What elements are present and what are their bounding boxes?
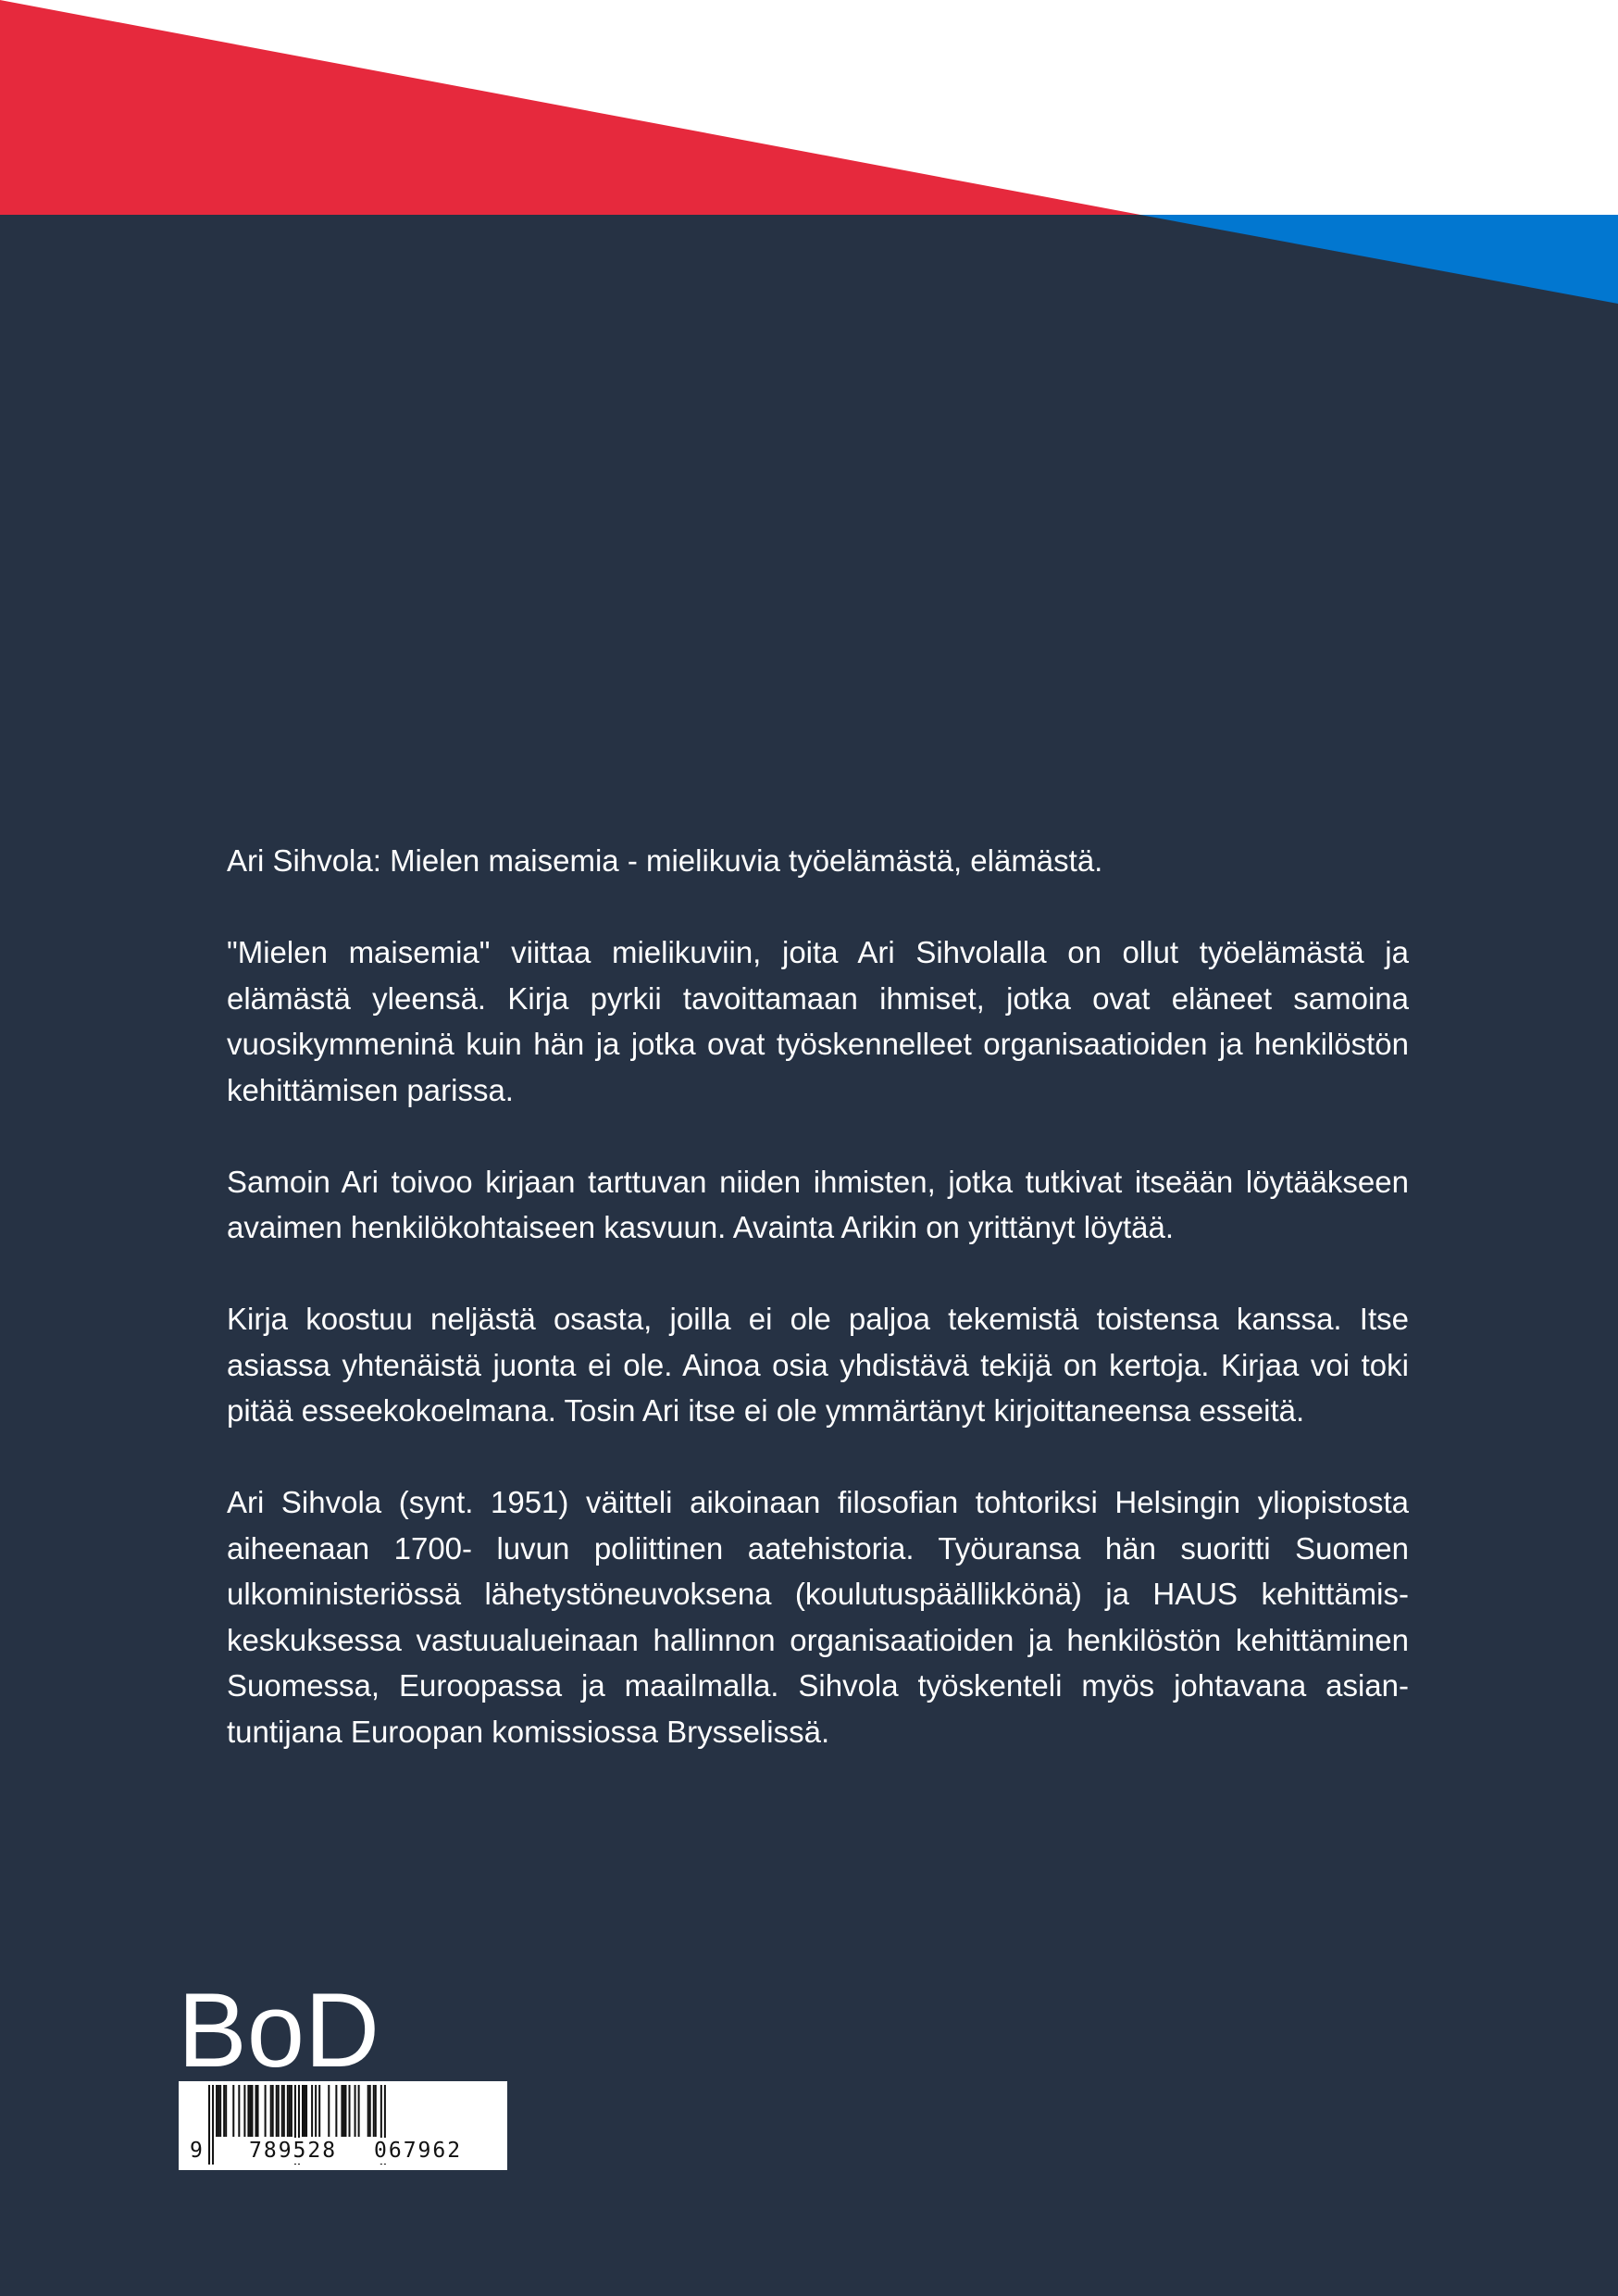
barcode-bar [272, 2085, 274, 2137]
barcode-bar [278, 2085, 280, 2137]
barcode-bar [270, 2085, 272, 2137]
barcode-bar [367, 2085, 369, 2137]
barcode-bar [283, 2085, 285, 2137]
barcode-bar [232, 2085, 234, 2137]
barcode-bar [349, 2085, 351, 2137]
isbn-first-digit: 9 [190, 2139, 203, 2163]
barcode-bar [249, 2085, 251, 2137]
barcode-bar [276, 2085, 278, 2137]
barcode-bar [375, 2085, 377, 2137]
barcode-bar [243, 2085, 245, 2137]
barcode-bar [251, 2085, 253, 2137]
bod-logo-text: BoD [178, 1981, 380, 2074]
barcode-bar [216, 2085, 218, 2137]
barcode-bar [219, 2085, 221, 2137]
barcode-bar [223, 2085, 225, 2137]
barcode-bar [265, 2085, 267, 2137]
barcode-bar [355, 2085, 356, 2137]
barcode-bar [318, 2085, 320, 2137]
barcode-bar [302, 2085, 304, 2137]
barcode-bar [287, 2085, 289, 2137]
barcode-bar [344, 2085, 346, 2137]
isbn-right-digits: 067962 [374, 2139, 463, 2163]
barcode-bar [289, 2085, 291, 2137]
barcode-bar [315, 2085, 317, 2137]
barcode-bar [281, 2085, 283, 2137]
isbn-left-digits: 789528 [249, 2139, 338, 2163]
barcode-bar [311, 2085, 313, 2137]
barcode-bar [373, 2085, 375, 2137]
barcode-bar [369, 2085, 371, 2137]
barcode-bar [225, 2085, 227, 2137]
top-flag-graphic [0, 0, 1618, 306]
blurb-paragraph: Samoin Ari toivoo kirjaan tarttuvan niiden ihmisten, jotka tutkivat itseään löytääkseen avaimen henkilökohtaiseen kasvuun. Avainta Arikin on yrittänyt löytää. [227, 1164, 1409, 1244]
barcode-bar [358, 2085, 360, 2137]
back-cover-blurb [227, 838, 1409, 1801]
barcode-bar [335, 2085, 337, 2137]
barcode-bar [257, 2085, 259, 2137]
barcode-bar [304, 2085, 305, 2137]
barcode-bar [238, 2085, 240, 2137]
barcode-bar [342, 2085, 344, 2137]
blue-wedge [1140, 215, 1618, 304]
barcode-bar [291, 2085, 292, 2137]
barcode-bar [255, 2085, 257, 2137]
isbn-barcode [179, 2081, 507, 2170]
barcode-bar [212, 2085, 214, 2165]
bod-publisher-logo [178, 1981, 381, 2074]
barcode-bar [247, 2085, 249, 2137]
barcode-bar [341, 2085, 342, 2137]
barcode-bar [218, 2085, 219, 2137]
barcode-bar [328, 2085, 330, 2137]
book-title-line: Ari Sihvola: Mielen maisemia - mielikuvia työelämästä, elämästä. [227, 843, 1103, 878]
barcode-bar [305, 2085, 307, 2137]
barcode-bar [208, 2085, 210, 2165]
blurb-paragraph: "Mielen maisemia" viittaa mielikuviin, joita Ari Sihvolalla on ollut työelämästä ja elämästä yleensä. Kirja pyrkii tavoittamaan ihmiset, jotka ovat eläneet samoina vuosikymmeninä kuin hän ja jotka ovat työskennelleet organisaatioiden ja henkilöstön kehittämisen parissa. [227, 935, 1409, 1107]
author-bio-paragraph: Ari Sihvola (synt. 1951) väitteli aikoinaan filosofian tohtoriksi Helsingin yliopistosta aiheenaan 1700- luvun poliittinen aatehistoria. Työuransa hän suoritti Suomen ulkoministeriössä lähetystöneuvoksena (koulutuspäällikkönä) ja HAUS kehittämiskeskuksessa vastuualueinaan hallinnon organisaatioiden ja henkilöstön kehittäminen Suomessa, Euroopassa ja maailmalla. Sihvola työskenteli myös johtavana asiantuntijana Euroopan komissiossa Brysselissä. [227, 1485, 1409, 1749]
blurb-paragraph: Kirja koostuu neljästä osasta, joilla ei ole paljoa tekemistä toistensa kanssa. Itse asiassa yhtenäistä juonta ei ole. Ainoa osia yhdistävä tekijä on kertoja. Kirjaa voi toki pitää esseekokoelmana. Tosin Ari itse ei ole ymmärtänyt kirjoittaneensa esseitä. [227, 1302, 1409, 1428]
